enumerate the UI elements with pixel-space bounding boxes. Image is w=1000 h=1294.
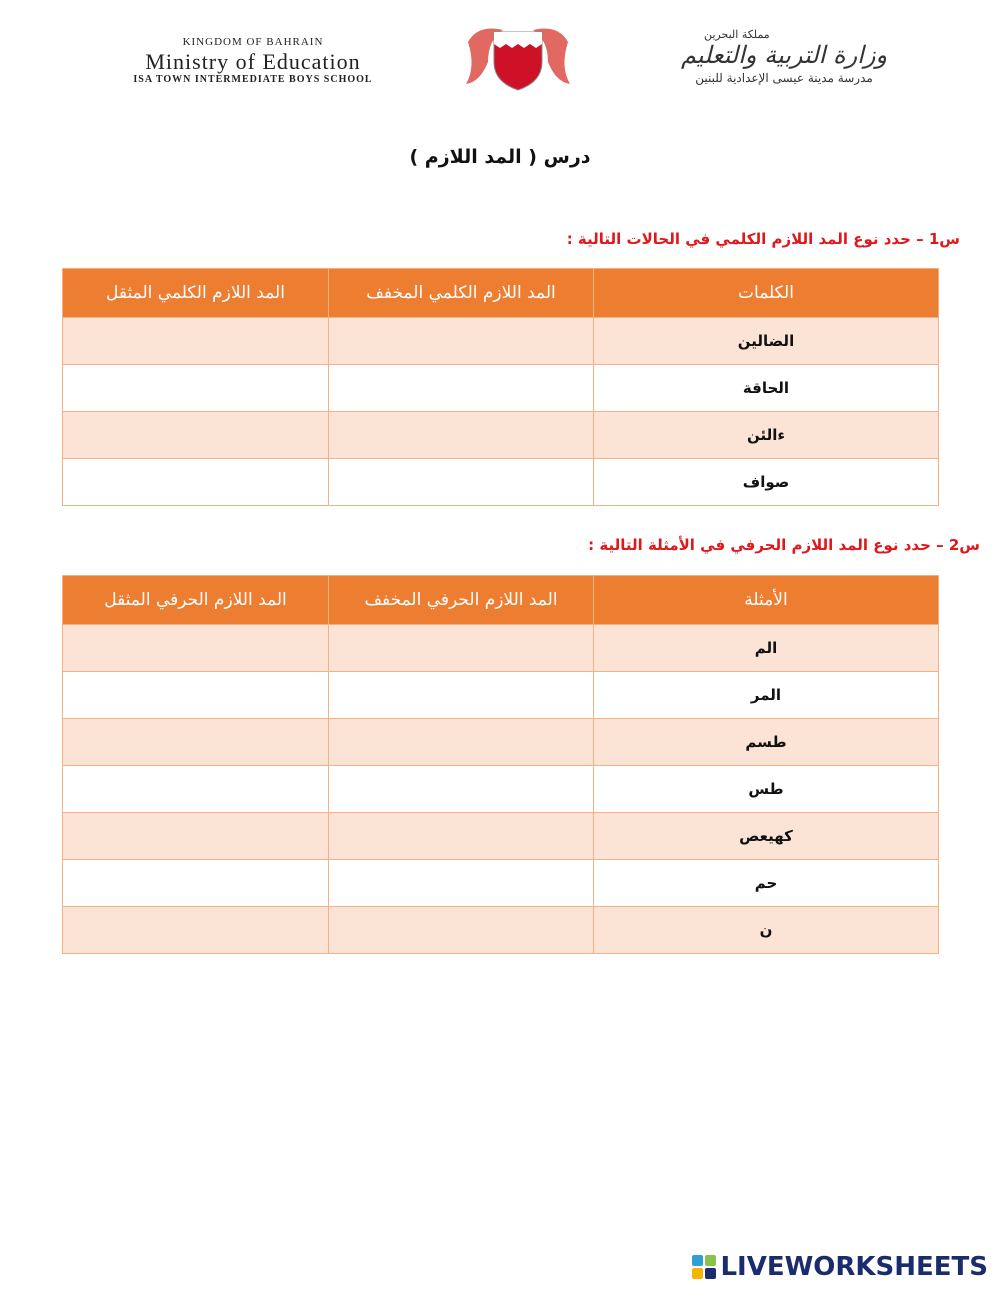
answer-cell[interactable] <box>63 625 329 672</box>
word-cell: الحاقة <box>594 365 939 412</box>
col-header-heavy: المد اللازم الحرفي المثقل <box>63 576 329 625</box>
answer-cell[interactable] <box>329 318 594 365</box>
example-cell: الم <box>594 625 939 672</box>
col-header-heavy: المد اللازم الكلمي المثقل <box>63 269 329 318</box>
table-row <box>63 766 939 813</box>
answer-cell[interactable] <box>63 860 329 907</box>
table-row <box>63 365 939 412</box>
answer-cell[interactable] <box>63 318 329 365</box>
answer-cell[interactable] <box>63 459 329 506</box>
answer-cell[interactable] <box>63 813 329 860</box>
table-row <box>63 625 939 672</box>
liveworksheets-logo-icon <box>692 1255 716 1279</box>
table-row <box>63 318 939 365</box>
answer-cell[interactable] <box>329 719 594 766</box>
answer-cell[interactable] <box>329 813 594 860</box>
answer-cell[interactable] <box>329 412 594 459</box>
table-row <box>63 813 939 860</box>
answer-cell[interactable] <box>329 766 594 813</box>
ar-ministry: وزارة التربية والتعليم <box>680 41 888 69</box>
ar-kingdom: مملكة البحرين <box>704 28 770 41</box>
english-header <box>58 22 448 85</box>
bahrain-emblem-icon <box>458 22 578 92</box>
table-row <box>63 672 939 719</box>
table-q2 <box>62 575 939 954</box>
word-cell: الضالين <box>594 318 939 365</box>
word-cell: صواف <box>594 459 939 506</box>
table-row <box>63 459 939 506</box>
answer-cell[interactable] <box>329 672 594 719</box>
table-q1 <box>62 268 939 506</box>
col-header-words: الكلمات <box>594 269 939 318</box>
answer-cell[interactable] <box>329 459 594 506</box>
col-header-light: المد اللازم الكلمي المخفف <box>329 269 594 318</box>
answer-cell[interactable] <box>63 365 329 412</box>
ar-school: مدرسة مدينة عيسى الإعدادية للبنين <box>695 71 873 85</box>
answer-cell[interactable] <box>329 860 594 907</box>
example-cell: طس <box>594 766 939 813</box>
liveworksheets-brand: LIVEWORKSHEETS <box>720 1252 988 1282</box>
answer-cell[interactable] <box>63 672 329 719</box>
col-header-examples: الأمثلة <box>594 576 939 625</box>
table-row <box>63 907 939 954</box>
example-cell: حم <box>594 860 939 907</box>
answer-cell[interactable] <box>329 625 594 672</box>
arabic-header <box>614 22 954 85</box>
table-row <box>63 860 939 907</box>
answer-cell[interactable] <box>63 907 329 954</box>
en-ministry: Ministry of Education <box>145 49 361 74</box>
example-cell: ن <box>594 907 939 954</box>
word-cell: ءالئن <box>594 412 939 459</box>
example-cell: طسم <box>594 719 939 766</box>
school-header <box>58 22 954 92</box>
en-school: ISA TOWN INTERMEDIATE BOYS SCHOOL <box>133 74 373 85</box>
answer-cell[interactable] <box>63 412 329 459</box>
col-header-light: المد اللازم الحرفي المخفف <box>329 576 594 625</box>
answer-cell[interactable] <box>63 766 329 813</box>
example-cell: المر <box>594 672 939 719</box>
question-2: س2 – حدد نوع المد اللازم الحرفي في الأمثلة التالية : <box>588 536 980 554</box>
lesson-title: درس ( المد اللازم ) <box>409 146 591 168</box>
answer-cell[interactable] <box>329 365 594 412</box>
liveworksheets-footer[interactable] <box>692 1252 988 1282</box>
example-cell: كهيعص <box>594 813 939 860</box>
question-1: س1 – حدد نوع المد اللازم الكلمي في الحالات التالية : <box>566 230 960 248</box>
en-kingdom: KINGDOM OF BAHRAIN <box>182 36 324 48</box>
table-row <box>63 719 939 766</box>
answer-cell[interactable] <box>63 719 329 766</box>
answer-cell[interactable] <box>329 907 594 954</box>
table-row <box>63 412 939 459</box>
